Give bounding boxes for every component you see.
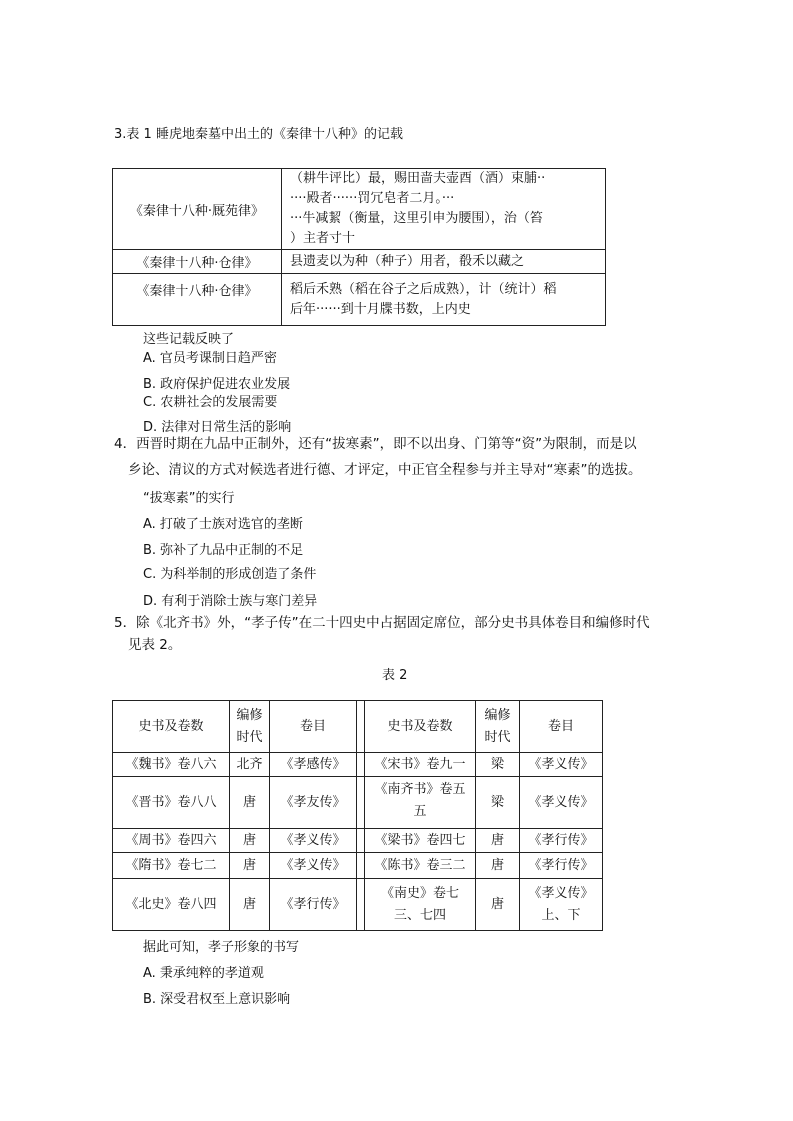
q5-option-b: B. 深受君权至上意识影响 — [143, 992, 291, 1007]
q3-title: 3.表 1 睡虎地秦墓中出土的《秦律十八种》的记载 — [114, 127, 403, 142]
cell-chapter: 《孝义传》 — [270, 829, 357, 853]
spacer-column — [357, 777, 365, 829]
header-book: 史书及卷数 — [365, 701, 476, 753]
q3-stem: 这些记载反映了 — [143, 332, 235, 347]
q3-text-cell — [282, 250, 606, 274]
q3-text-line: （耕牛评比）最，赐田啬夫壶酉（酒）束脯·· — [290, 171, 546, 186]
cell-chapter: 《孝行传》 — [520, 853, 603, 879]
q3-option-c: C. 农耕社会的发展需要 — [143, 395, 278, 410]
q3-option-d: D. 法律对日常生活的影响 — [143, 420, 292, 435]
cell-book-line: 三、七四 — [393, 907, 446, 923]
cell-book — [365, 879, 476, 931]
q5-table — [112, 700, 603, 931]
table-row — [113, 753, 603, 777]
cell-era: 唐 — [230, 879, 270, 931]
q3-source-cell: 《秦律十八种·厩苑律》 — [113, 169, 282, 250]
q3-text-line: 县遗麦以为种（种子）用者，殽禾以藏之 — [290, 253, 525, 269]
q5-line-1: 5．除《北齐书》外，“孝子传”在二十四史中占据固定席位，部分史书具体卷目和编修时代 — [114, 615, 650, 631]
table-row — [113, 701, 603, 753]
cell-chapter-line: 上、下 — [541, 907, 581, 923]
q4-line-2: 乡论、清议的方式对候选者进行德、才评定，中正官全程参与并主导对“寒素”的选拔。 — [128, 462, 642, 478]
q4-option-a: A. 打破了士族对选官的垄断 — [143, 517, 303, 532]
cell-book: 《魏书》卷八六 — [113, 753, 230, 777]
q4-option-b: B. 弥补了九品中正制的不足 — [143, 543, 304, 558]
table-row — [113, 829, 603, 853]
q3-source-cell: 《秦律十八种·仓律》 — [113, 274, 282, 326]
header-era-line: 编修 — [236, 707, 263, 723]
cell-book: 《宋书》卷九一 — [365, 753, 476, 777]
cell-era: 唐 — [476, 853, 520, 879]
spacer-column — [357, 853, 365, 879]
cell-chapter-line: 《孝义传》 — [528, 885, 594, 901]
header-era — [230, 701, 270, 753]
q3-source-cell: 《秦律十八种·仓律》 — [113, 250, 282, 274]
spacer-column — [357, 829, 365, 853]
table-row — [113, 879, 603, 931]
cell-chapter: 《孝义传》 — [270, 853, 357, 879]
spacer-column — [357, 753, 365, 777]
header-chapter: 卷目 — [270, 701, 357, 753]
q5-stem: 据此可知，孝子形象的书写 — [143, 940, 300, 955]
header-era-line: 时代 — [236, 729, 263, 745]
cell-book: 《晋书》卷八八 — [113, 777, 230, 829]
cell-chapter: 《孝行传》 — [270, 879, 357, 931]
header-era-line: 编修 — [484, 707, 511, 723]
cell-era: 唐 — [230, 853, 270, 879]
q4-stem: “拔寒素”的实行 — [143, 491, 235, 506]
spacer-column — [357, 879, 365, 931]
q5-line-2: 见表 2。 — [128, 637, 182, 653]
cell-chapter: 《孝友传》 — [270, 777, 357, 829]
q3-text-line: ····殿者······罚冗皂者二月。··· — [290, 191, 455, 206]
q3-table — [112, 168, 606, 326]
q3-option-a: A. 官员考课制日趋严密 — [143, 351, 277, 366]
cell-chapter: 《孝行传》 — [520, 829, 603, 853]
cell-chapter: 《孝义传》 — [520, 777, 603, 829]
cell-book: 《梁书》卷四七 — [365, 829, 476, 853]
q4-option-d: D. 有利于消除士族与寒门差异 — [143, 594, 318, 609]
table-row — [113, 169, 606, 250]
cell-book: 《隋书》卷七二 — [113, 853, 230, 879]
cell-era: 唐 — [476, 829, 520, 853]
q5-option-a: A. 秉承纯粹的孝道观 — [143, 966, 264, 981]
q4-option-c: C. 为科举制的形成创造了条件 — [143, 567, 317, 582]
spacer-column — [357, 701, 365, 753]
cell-era: 唐 — [230, 777, 270, 829]
table-row — [113, 777, 603, 829]
cell-book: 《陈书》卷三二 — [365, 853, 476, 879]
header-era — [476, 701, 520, 753]
cell-era: 唐 — [230, 829, 270, 853]
cell-era: 唐 — [476, 879, 520, 931]
q3-text-cell — [282, 169, 606, 250]
header-chapter: 卷目 — [520, 701, 603, 753]
table-row — [113, 274, 606, 326]
q3-text-line: ···牛减絜（衡量，这里引申为腰围），治（笞 — [290, 211, 543, 226]
cell-era: 梁 — [476, 777, 520, 829]
cell-era: 北齐 — [230, 753, 270, 777]
cell-chapter: 《孝感传》 — [270, 753, 357, 777]
cell-era: 梁 — [476, 753, 520, 777]
cell-chapter: 《孝义传》 — [520, 753, 603, 777]
cell-book: 《周书》卷四六 — [113, 829, 230, 853]
q3-text-line: 后年······到十月牒书数，上内史 — [290, 301, 471, 317]
cell-book: 《南齐书》卷五五 — [365, 777, 476, 829]
q3-text-line: ）主者寸十 — [290, 231, 356, 246]
q3-text-line: 稻后禾熟（稻在谷子之后成熟），计（统计）稻 — [290, 281, 557, 297]
table-row — [113, 853, 603, 879]
cell-book-line: 《南史》卷七 — [380, 885, 459, 901]
q5-table-caption: 表 2 — [382, 668, 408, 683]
q3-option-b: B. 政府保护促进农业发展 — [143, 377, 291, 392]
header-era-line: 时代 — [484, 729, 511, 745]
table-row — [113, 250, 606, 274]
cell-chapter — [520, 879, 603, 931]
cell-book: 《北史》卷八四 — [113, 879, 230, 931]
q3-text-cell — [282, 274, 606, 326]
q4-line-1: 4．西晋时期在九品中正制外，还有“拔寒素”，即不以出身、门第等“资”为限制，而是以 — [114, 436, 637, 452]
header-book: 史书及卷数 — [113, 701, 230, 753]
